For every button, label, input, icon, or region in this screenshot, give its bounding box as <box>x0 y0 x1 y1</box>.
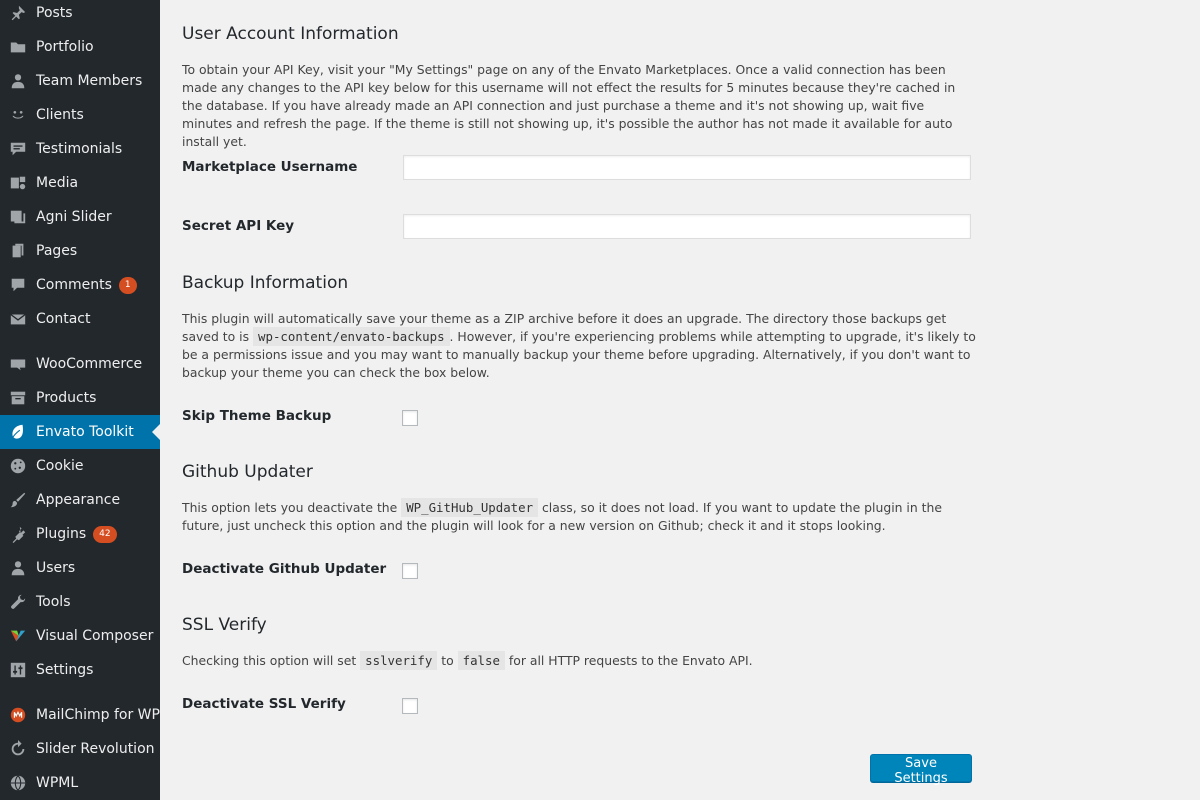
archive-icon <box>8 388 28 408</box>
sidebar-item-posts[interactable] <box>0 0 160 30</box>
sidebar-item-label: Testimonials <box>36 141 123 157</box>
sidebar-item-label: Visual Composer <box>36 628 154 644</box>
comments-count-badge: 1 <box>119 277 137 294</box>
secret-api-key-label: Secret API Key <box>182 218 295 234</box>
deactivate-ssl-verify-label: Deactivate SSL Verify <box>182 696 346 712</box>
sidebar-item-label: Contact <box>36 311 91 327</box>
github-updater-class-code: WP_GitHub_Updater <box>401 498 538 517</box>
leaf-icon <box>8 422 28 442</box>
sidebar-item-users[interactable] <box>0 551 160 585</box>
marketplace-username-label: Marketplace Username <box>182 159 358 175</box>
sidebar-item-label: Portfolio <box>36 39 94 55</box>
sliders-icon <box>8 660 28 680</box>
deactivate-github-updater-label: Deactivate Github Updater <box>182 561 387 577</box>
ssl-description <box>182 652 982 670</box>
sidebar-item-label: Products <box>36 390 97 406</box>
marketplace-username-input[interactable] <box>403 155 971 180</box>
sidebar-item-label: Media <box>36 175 79 191</box>
false-code: false <box>458 651 505 670</box>
wrench-icon <box>8 592 28 612</box>
ssl-desc-text-3: for all HTTP requests to the Envato API. <box>504 653 753 668</box>
sidebar-item-portfolio[interactable] <box>0 30 160 64</box>
github-desc-text: This option lets you deactivate the <box>182 500 402 515</box>
github-description <box>182 499 978 535</box>
sidebar-item-team-members[interactable] <box>0 64 160 98</box>
section-title-github: Github Updater <box>182 462 313 482</box>
plug-icon <box>8 524 28 544</box>
sidebar-item-label: Agni Slider <box>36 209 112 225</box>
sidebar-item-media[interactable] <box>0 166 160 200</box>
sidebar-item-label: WPML <box>36 775 79 791</box>
backup-directory-code: wp-content/envato-backups <box>253 327 450 346</box>
sidebar-item-label: Cookie <box>36 458 84 474</box>
sidebar-item-label: Clients <box>36 107 84 123</box>
slides-icon <box>8 207 28 227</box>
ssl-desc-text-2: to <box>437 653 458 668</box>
paintbrush-icon <box>8 490 28 510</box>
envelope-icon <box>8 309 28 329</box>
secret-api-key-input[interactable] <box>403 214 971 239</box>
cookie-icon <box>8 456 28 476</box>
section-title-backup: Backup Information <box>182 273 349 293</box>
deactivate-ssl-verify-checkbox[interactable] <box>402 698 418 714</box>
globe-icon <box>8 773 28 793</box>
sidebar-item-label: MailChimp for WP <box>36 707 160 723</box>
mailchimp-icon <box>8 705 28 725</box>
sidebar-item-label: Pages <box>36 243 78 259</box>
admin-sidebar <box>0 0 160 800</box>
sidebar-item-comments[interactable] <box>0 268 160 302</box>
sidebar-item-label: Envato Toolkit <box>36 424 134 440</box>
smiley-icon <box>8 105 28 125</box>
skip-theme-backup-label: Skip Theme Backup <box>182 408 332 424</box>
skip-theme-backup-checkbox[interactable] <box>402 410 418 426</box>
sidebar-item-pages[interactable] <box>0 234 160 268</box>
sidebar-item-wpml[interactable] <box>0 766 160 800</box>
sidebar-item-label: Slider Revolution <box>36 741 155 757</box>
sidebar-item-label: Plugins <box>36 526 87 542</box>
sidebar-item-plugins[interactable] <box>0 517 160 551</box>
sidebar-item-woocommerce[interactable] <box>0 347 160 381</box>
comment-icon <box>8 275 28 295</box>
sidebar-item-slider-revolution[interactable] <box>0 732 160 766</box>
sidebar-item-tools[interactable] <box>0 585 160 619</box>
users-icon <box>8 558 28 578</box>
save-settings-button[interactable]: Save Settings <box>870 754 972 782</box>
sidebar-item-label: Posts <box>36 5 73 21</box>
sidebar-item-label: Comments <box>36 277 112 293</box>
section-title-ssl: SSL Verify <box>182 615 267 635</box>
speech-bubble-icon <box>8 139 28 159</box>
sidebar-item-envato-toolkit[interactable] <box>0 415 160 449</box>
refresh-icon <box>8 739 28 759</box>
ssl-desc-text: Checking this option will set <box>182 653 361 668</box>
pages-icon <box>8 241 28 261</box>
sidebar-item-label: Team Members <box>36 73 143 89</box>
sidebar-item-visual-composer[interactable] <box>0 619 160 653</box>
backup-description <box>182 310 978 382</box>
sidebar-item-label: Appearance <box>36 492 121 508</box>
sidebar-item-label: WooCommerce <box>36 356 143 372</box>
vc-icon <box>8 626 28 646</box>
account-description: To obtain your API Key, visit your "My Settings" page on any of the Envato Marketplaces. Once a valid connection has been made any changes to the API key below for this username will not effect the results for 5 minutes because they're cached in the database. If you have already made an API connection and just purchase a theme and it's not showing up, wait five minutes and refresh the page. If the theme is still not showing up, it's possible the author has not made it available for auto install yet. <box>182 62 956 149</box>
plugins-update-badge: 42 <box>93 526 116 543</box>
pushpin-icon <box>8 3 28 23</box>
sidebar-item-settings[interactable] <box>0 653 160 687</box>
sidebar-item-cookie[interactable] <box>0 449 160 483</box>
sidebar-item-testimonials[interactable] <box>0 132 160 166</box>
user-icon <box>8 71 28 91</box>
sidebar-item-contact[interactable] <box>0 302 160 336</box>
sidebar-item-agni-slider[interactable] <box>0 200 160 234</box>
sidebar-item-label: Settings <box>36 662 94 678</box>
sidebar-item-mailchimp[interactable] <box>0 698 160 732</box>
backup-desc-text-2: . However, if you're experiencing problems while attempting to upgrade, it's likely to be a permissions issue and you may want to manually backup your theme before upgrading. Alternatively, if you don't want to backup your theme you can check the box below. <box>182 329 976 380</box>
github-desc-text-2: class, so it does not load. If you want to update the plugin in the future, just uncheck this option and the plugin will look for a new version on Github; check it and it stops looking. <box>182 500 943 533</box>
sidebar-item-appearance[interactable] <box>0 483 160 517</box>
section-title-account: User Account Information <box>182 24 399 44</box>
folder-icon <box>8 37 28 57</box>
backup-desc-text: This plugin will automatically save your theme as a ZIP archive before it does an upgrade. The directory those backups get saved to is <box>182 311 947 344</box>
woo-icon <box>8 354 28 374</box>
sidebar-item-label: Tools <box>36 594 71 610</box>
sslverify-code: sslverify <box>360 651 437 670</box>
sidebar-item-clients[interactable] <box>0 98 160 132</box>
deactivate-github-updater-checkbox[interactable] <box>402 563 418 579</box>
sidebar-item-products[interactable] <box>0 381 160 415</box>
media-icon <box>8 173 28 193</box>
sidebar-item-label: Users <box>36 560 76 576</box>
